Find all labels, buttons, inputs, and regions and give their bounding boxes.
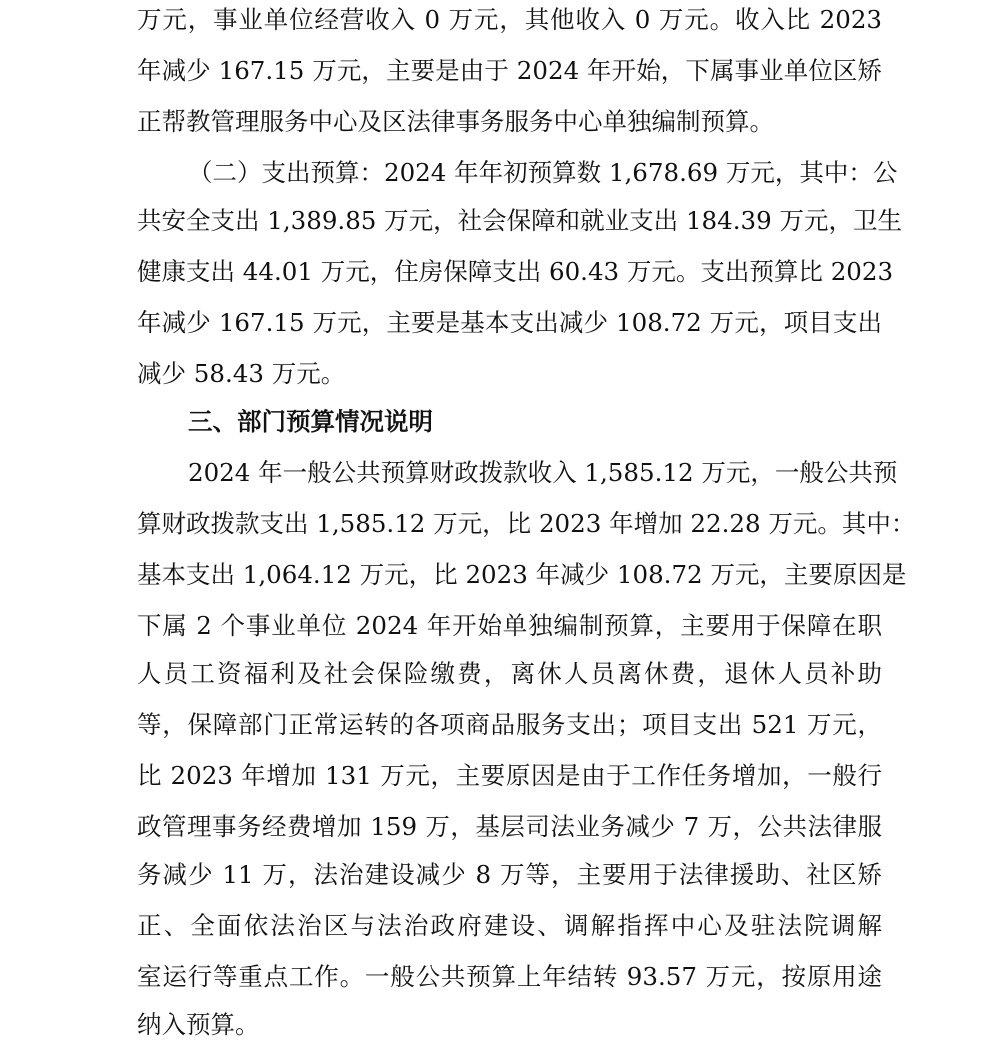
text-line: 2024 年一般公共预算财政拨款收入 1,585.12 万元，一般公共预 [188, 458, 898, 487]
text-line: 基本支出 1,064.12 万元，比 2023 年减少 108.72 万元，主要原因是 [137, 560, 907, 589]
text-line: 健康支出 44.01 万元，住房保障支出 60.43 万元。支出预算比 2023 [137, 257, 894, 286]
text-line: 正、全面依法治区与法治政府建设、调解指挥中心及驻法院调解 [137, 911, 882, 940]
text-line: （二）支出预算：2024 年年初预算数 1,678.69 万元，其中：公 [188, 158, 898, 187]
text-line: 政管理事务经费增加 159 万，基层司法业务减少 7 万，公共法律服 [137, 812, 882, 841]
section-heading: 三、部门预算情况说明 [188, 407, 433, 436]
text-line: 人员工资福利及社会保险缴费，离休人员离休费，退休人员补助 [137, 659, 882, 688]
text-line: 室运行等重点工作。一般公共预算上年结转 93.57 万元，按原用途 [137, 962, 882, 991]
text-line: 减少 58.43 万元。 [137, 359, 346, 388]
text-line: 务减少 11 万，法治建设减少 8 万等，主要用于法律援助、社区矫 [137, 860, 882, 889]
text-line: 正帮教管理服务中心及区法律事务服务中心单独编制预算。 [137, 107, 774, 136]
text-line: 算财政拨款支出 1,585.12 万元，比 2023 年增加 22.28 万元。其中： [137, 509, 916, 538]
text-line: 等，保障部门正常运转的各项商品服务支出；项目支出 521 万元， [137, 710, 882, 739]
text-line: 纳入预算。 [137, 1010, 260, 1039]
text-line: 比 2023 年增加 131 万元，主要原因是由于工作任务增加，一般行 [137, 761, 882, 790]
text-line: 年减少 167.15 万元，主要是基本支出减少 108.72 万元，项目支出 [137, 308, 882, 337]
text-line: 年减少 167.15 万元，主要是由于 2024 年开始，下属事业单位区矫 [137, 56, 882, 85]
text-line: 共安全支出 1,389.85 万元，社会保障和就业支出 184.39 万元，卫生 [137, 206, 902, 235]
text-line: 万元，事业单位经营收入 0 万元，其他收入 0 万元。收入比 2023 [137, 5, 882, 34]
text-line: 下属 2 个事业单位 2024 年开始单独编制预算，主要用于保障在职 [137, 611, 882, 640]
